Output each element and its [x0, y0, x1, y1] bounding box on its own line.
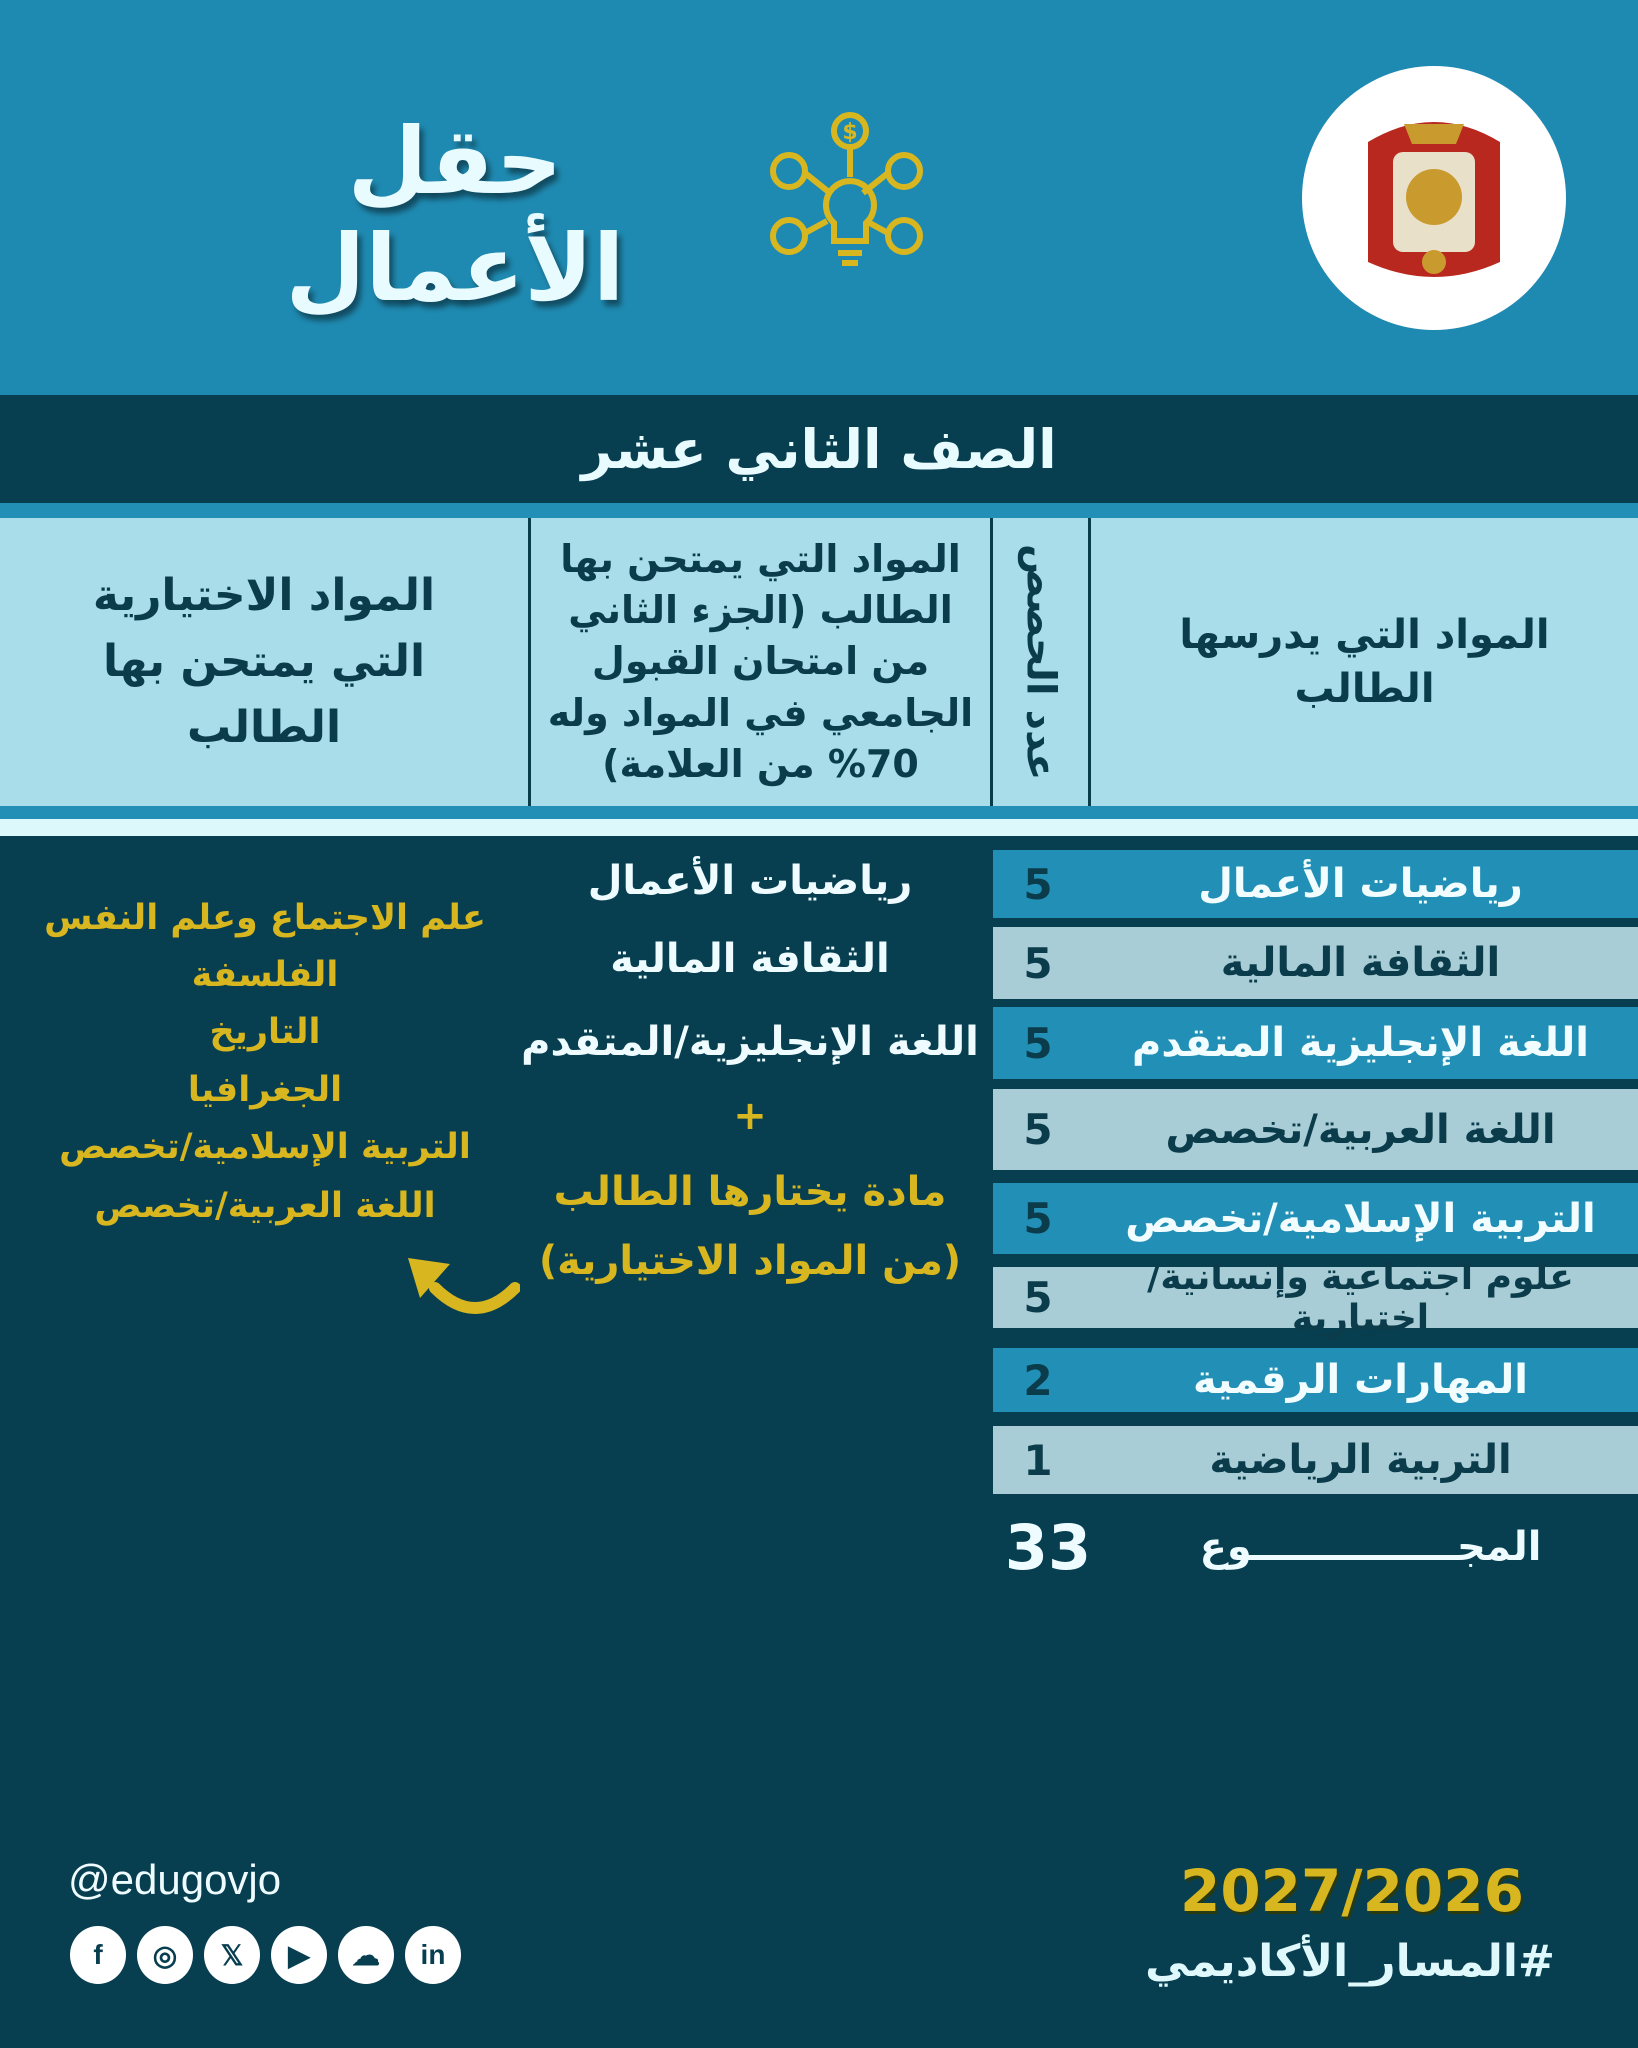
total-row: المجـــــــــــــــوع 33 — [1004, 1510, 1542, 1584]
divider — [0, 819, 1638, 836]
subject-row: المهارات الرقمية 2 — [993, 1348, 1638, 1412]
header-subjects: المواد التي يدرسها الطالب — [1179, 612, 1550, 712]
elective-item: التاريخ — [209, 1012, 321, 1052]
divider — [0, 806, 1638, 819]
curved-arrow-icon — [400, 1250, 520, 1320]
page-title: حقل الأعمال — [285, 108, 625, 322]
header-exam-subjects: المواد التي يمتحن بها الطالب (الجزء الثاني من امتحان القبول الجامعي في المواد وله 70% من العلامة) — [547, 536, 974, 786]
header-periods: عدد الحصص — [1017, 543, 1064, 781]
academic-year: 2027/2026 — [1179, 1857, 1525, 1925]
svg-text:$: $ — [842, 120, 858, 145]
elective-item: التربية الإسلامية/تخصص — [59, 1127, 471, 1167]
subject-row: التربية الإسلامية/تخصص 5 — [993, 1183, 1638, 1254]
subject-row: اللغة العربية/تخصص 5 — [993, 1089, 1638, 1170]
instagram-icon[interactable]: ◎ — [137, 1926, 193, 1984]
elective-item: اللغة العربية/تخصص — [94, 1186, 436, 1226]
elective-item: الجغرافيا — [187, 1070, 343, 1110]
exam-subject: اللغة الإنجليزية/المتقدم — [521, 1019, 979, 1065]
elective-item: الفلسفة — [191, 955, 339, 995]
subject-row: علوم اجتماعية وإنسانية/اختيارية 5 — [993, 1267, 1638, 1328]
youtube-icon[interactable]: ▶ — [271, 1926, 327, 1984]
table-header — [0, 518, 1638, 806]
business-idea-icon — [764, 111, 936, 276]
elective-item: علم الاجتماع وعلم النفس — [44, 898, 486, 938]
subject-row: اللغة الإنجليزية المتقدم 5 — [993, 1007, 1638, 1079]
soundcloud-icon[interactable]: ☁ — [338, 1926, 394, 1984]
facebook-icon[interactable]: f — [70, 1926, 126, 1984]
x-icon[interactable]: 𝕏 — [204, 1926, 260, 1984]
header-electives: المواد الاختيارية التي يمتحن بها الطالب — [92, 570, 436, 753]
divider — [0, 503, 1638, 518]
social-handle[interactable]: @edugovjo — [68, 1856, 282, 1903]
subject-row: التربية الرياضية 1 — [993, 1426, 1638, 1494]
subject-row: رياضيات الأعمال 5 — [993, 850, 1638, 918]
plus-sign: + — [733, 1093, 767, 1139]
exam-subject: (من المواد الاختيارية) — [538, 1238, 962, 1284]
linkedin-icon[interactable]: in — [405, 1926, 461, 1984]
hashtag: #المسار_الأكاديمي — [1145, 1935, 1555, 1987]
exam-subject: مادة يختارها الطالب — [553, 1169, 947, 1215]
exam-subject: رياضيات الأعمال — [587, 858, 913, 904]
exam-subject: الثقافة المالية — [610, 936, 890, 982]
ministry-emblem — [1298, 62, 1570, 334]
grade-banner: الصف الثاني عشر — [0, 395, 1638, 503]
subject-row: الثقافة المالية 5 — [993, 927, 1638, 999]
